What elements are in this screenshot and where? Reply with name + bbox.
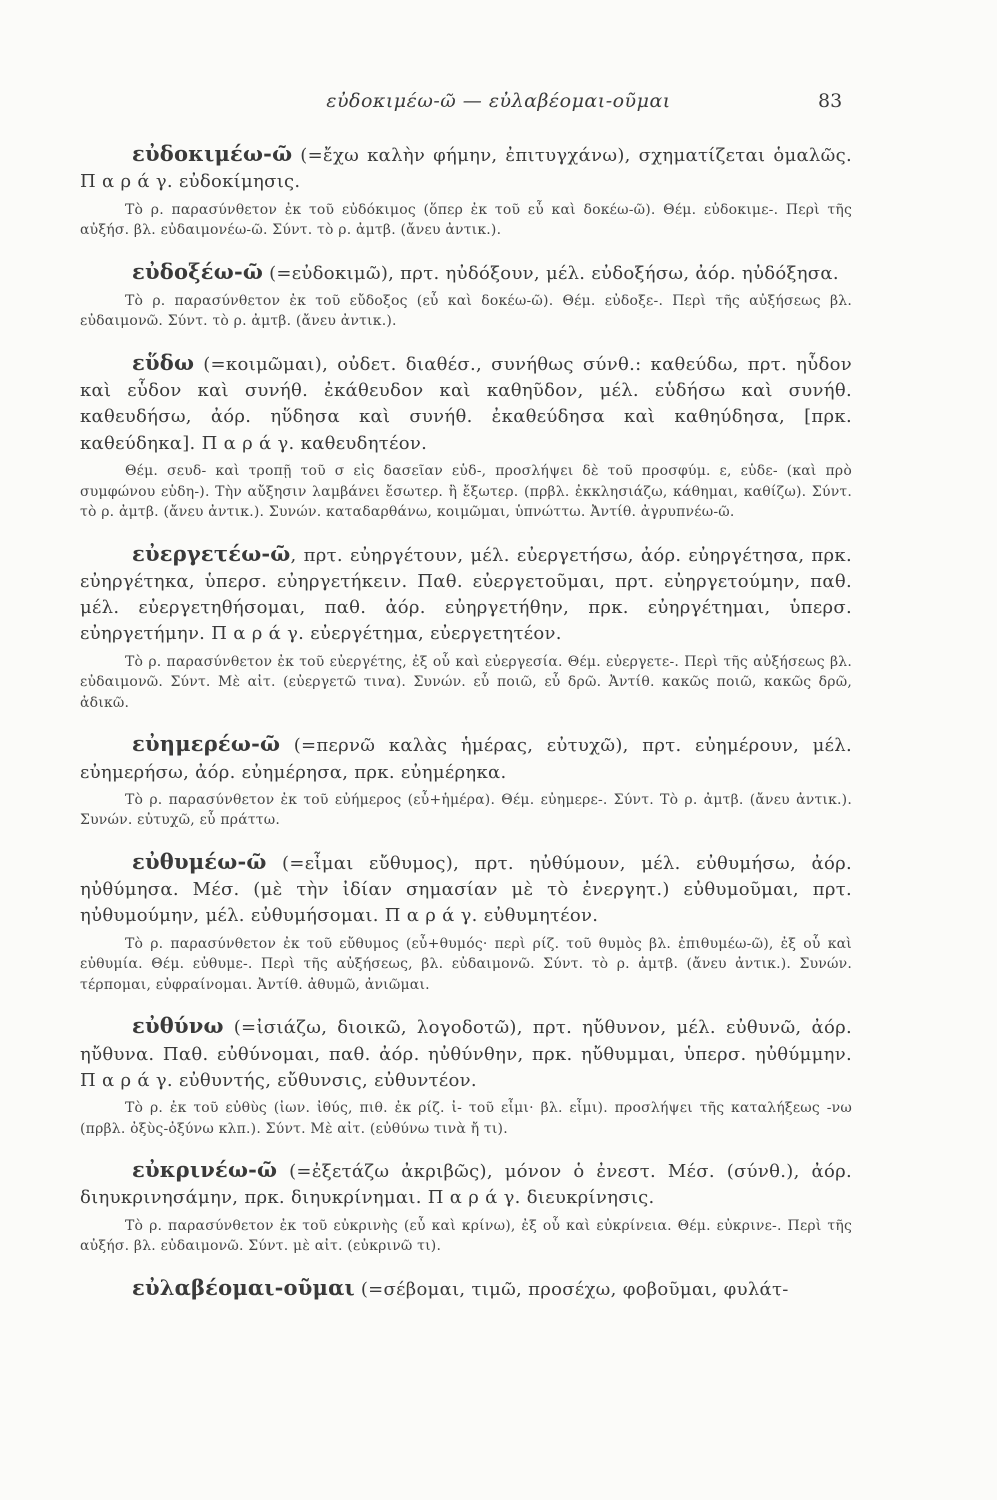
- entry: [80, 141, 852, 241]
- entry-definition: (=ἰσιάζω, διοικῶ, λογοδοτῶ), πρτ. ηὔθυνον, μέλ. εὐθυνῶ, ἀόρ. ηὔθυνα. Παθ. εὐθύνομαι, παθ. ἀόρ. ηὐθύνθην, πρκ. ηὔθυμμαι, ὑπερσ. ηὐθύμμην. Π α ρ ά γ. εὐθυντής, εὔθυνσις, εὐθυντέον.: [80, 1017, 852, 1091]
- entry-headword: εὕδω: [132, 349, 195, 375]
- entry-definition: (=σέβομαι, τιμῶ, προσέχω, φοβοῦμαι, φυλάτ-: [354, 1278, 789, 1300]
- entry-etymology: Τὸ ρ. παρασύνθετον ἐκ τοῦ εὐεργέτης, ἐξ οὗ καὶ εὐεργεσία. Θέμ. εὐεργετε-. Περὶ τῆς αὐξήσεως βλ. εὐδαιμονῶ. Σύντ. Μὲ αἰτ. (εὐεργετῶ τινα). Συνών. εὖ ποιῶ, εὖ δρῶ. Ἀντίθ. κακῶς ποιῶ, κακῶς δρῶ, ἀδικῶ.: [80, 653, 852, 711]
- entry-definition: (=ἐξετάζω ἀκριβῶς), μόνον ὁ ἐνεστ. Μέσ. (σύνθ.), ἀόρ. διηυκρινησάμην, πρκ. διηυκρίνημαι. Π α ρ ά γ. διευκρίνησις.: [80, 1161, 852, 1209]
- entry-main: [80, 731, 852, 786]
- entry-etymology: Τὸ ρ. ἐκ τοῦ εὐθὺς (ἰων. ἰθύς, πιθ. ἐκ ρίζ. ἰ- τοῦ εἶμι· βλ. εἶμι). προσλήψει τῆς καταλήξεως -νω (πρβλ. ὀξὺς-ὀξύνω κλπ.). Σύντ. Μὲ αἰτ. (εὐθύνω τινὰ ἤ τι).: [80, 1100, 852, 1137]
- entry-headword: εὐημερέω-ῶ: [132, 731, 281, 757]
- entry-etymology: Τὸ ρ. παρασύνθετον ἐκ τοῦ εὐήμερος (εὖ+ἡμέρα). Θέμ. εὐημερε-. Σύντ. Τὸ ρ. ἀμτβ. (ἄνευ ἀντικ.). Συνών. εὐτυχῶ, εὖ πράττω.: [80, 791, 852, 829]
- entry-main: [80, 1157, 852, 1212]
- entry-main: [80, 350, 852, 457]
- entry-etymology: Τὸ ρ. παρασύνθετον ἐκ τοῦ εὐκρινὴς (εὖ καὶ κρίνω), ἐξ οὗ καὶ εὐκρίνεια. Θέμ. εὐκρινε-. Περὶ τῆς αὐξήσ. βλ. εὐδαιμονῶ. Σύντ. μὲ αἰτ. (εὐκρινῶ τι).: [80, 1217, 852, 1255]
- entry: [80, 731, 852, 831]
- entry-definition: (=κοιμῶμαι), οὐδετ. διαθέσ., συνήθως σύνθ.: καθεύδω, πρτ. ηὗδον καὶ εὗδον καὶ συνήθ. ἐκάθευδον καὶ καθηῦδον, μέλ. εὑδήσω καὶ συνήθ. καθευδήσω, ἀόρ. ηὕδησα καὶ συνήθ. ἐκαθεύδησα καὶ καθηύδησα, [πρκ. καθεύδηκα]. Π α ρ ά γ. καθευδητέον.: [80, 353, 852, 454]
- entry-etymology: Τὸ ρ. παρασύνθετον ἐκ τοῦ εὐδόκιμος (ὅπερ ἐκ τοῦ εὖ καὶ δοκέω-ῶ). Θέμ. εὐδοκιμε-. Περὶ τῆς αὐξήσ. βλ. εὐδαιμονέω-ῶ. Σύντ. τὸ ρ. ἀμτβ. (ἄνευ ἀντικ.).: [80, 201, 852, 239]
- entry-etymology: Θέμ. σευδ- καὶ τροπῇ τοῦ σ εἰς δασεῖαν εὑδ-, προσλήψει δὲ τοῦ προσφύμ. ε, εὑδε- (καὶ πρὸ συμφώνου εὑδη-). Τὴν αὔξησιν λαμβάνει ἔσωτερ. ἢ ἔξωτερ. (πρβλ. ἐκκλησιάζω, κάθημαι, καθίζω). Σύντ. τὸ ρ. ἀμτβ. (ἄνευ ἀντικ.). Συνών. καταδαρθάνω, κοιμῶμαι, ὑπνώττω. Ἀντίθ. ἀγρυπνέω-ῶ.: [80, 463, 852, 521]
- entry-etymology: Τὸ ρ. παρασύνθετον ἐκ τοῦ εὔθυμος (εὖ+θυμός· περὶ ρίζ. τοῦ θυμὸς βλ. ἐπιθυμέω-ῶ), ἐξ οὗ καὶ εὐθυμία. Θέμ. εὐθυμε-. Περὶ τῆς αὐξήσεως, βλ. εὐδαιμονῶ. Σύντ. τὸ ρ. ἀμτβ. (ἄνευ ἀντικ.). Συνών. τέρπομαι, εὐφραίνομαι. Ἀντίθ. ἀθυμῶ, ἀνιῶμαι.: [80, 935, 852, 993]
- entry-main: [80, 541, 852, 648]
- running-head: εὐδοκιμέω-ῶ — εὐλαβέομαι-οῦμαι: [326, 90, 671, 112]
- entry-main: [80, 141, 852, 196]
- entry-definition: (=εἶμαι εὔθυμος), πρτ. ηὐθύμουν, μέλ. εὐθυμήσω, ἀόρ. ηὐθύμησα. Μέσ. (μὲ τὴν ἰδίαν σημασίαν μὲ τὸ ἐνεργητ.) εὐθυμοῦμαι, πρτ. ηὐθυμούμην, μέλ. εὐθυμήσομαι. Π α ρ ά γ. εὐθυμητέον.: [80, 852, 852, 927]
- entry-definition: (=περνῶ καλὰς ἡμέρας, εὐτυχῶ), πρτ. εὐημέρουν, μέλ. εὐημερήσω, ἀόρ. εὐημέρησα, πρκ. εὐημέρηκα.: [80, 735, 852, 783]
- entry-main: [80, 849, 852, 930]
- entry-headword: εὐεργετέω-ῶ: [132, 540, 291, 566]
- entry-main: [80, 259, 852, 287]
- entry-main: [80, 1013, 852, 1094]
- entry-definition: (=εὐδοκιμῶ), πρτ. ηὐδόξουν, μέλ. εὐδοξήσω, ἀόρ. ηὐδόξησα.: [263, 262, 839, 284]
- entry-headword: εὐδοξέω-ῶ: [132, 258, 264, 284]
- dictionary-entries: [80, 141, 852, 1321]
- entry-headword: εὐκρινέω-ῶ: [132, 1157, 278, 1183]
- entry: [80, 259, 852, 332]
- entry-main: [80, 1275, 852, 1303]
- entry: [80, 1275, 852, 1303]
- entry: [80, 1013, 852, 1139]
- entry-etymology: Τὸ ρ. παρασύνθετον ἐκ τοῦ εὔδοξος (εὖ καὶ δοκέω-ῶ). Θέμ. εὐδοξε-. Περὶ τῆς αὐξήσεως βλ. εὐδαιμονῶ. Σύντ. τὸ ρ. ἀμτβ. (ἄνευ ἀντικ.).: [80, 292, 852, 330]
- page-number: 83: [818, 90, 843, 112]
- entry-definition: (=ἔχω καλὴν φήμην, ἐπιτυγχάνω), σχηματίζεται ὁμαλῶς. Π α ρ ά γ. εὐδοκίμησις.: [80, 145, 852, 193]
- entry-headword: εὐλαβέομαι-οῦμαι: [132, 1274, 355, 1300]
- entry-headword: εὐδοκιμέω-ῶ: [132, 141, 293, 166]
- entry-headword: εὐθυμέω-ῶ: [132, 848, 267, 874]
- entry: [80, 849, 852, 995]
- entry: [80, 1157, 852, 1257]
- entry-headword: εὐθύνω: [132, 1013, 224, 1039]
- entry: [80, 541, 852, 714]
- entry: [80, 350, 852, 523]
- entry-definition: , πρτ. εὐηργέτουν, μέλ. εὐεργετήσω, ἀόρ. εὐηργέτησα, πρκ. εὐηργέτηκα, ὑπερσ. εὐηργετήκειν. Παθ. εὐεργετοῦμαι, πρτ. εὐηργετούμην, παθ. μέλ. εὐεργετηθήσομαι, παθ. ἀόρ. εὐηργετήθην, πρκ. εὐηργέτημαι, ὑπερσ. εὐηργετήμην. Π α ρ ά γ. εὐεργέτημα, εὐεργετητέον.: [80, 544, 852, 645]
